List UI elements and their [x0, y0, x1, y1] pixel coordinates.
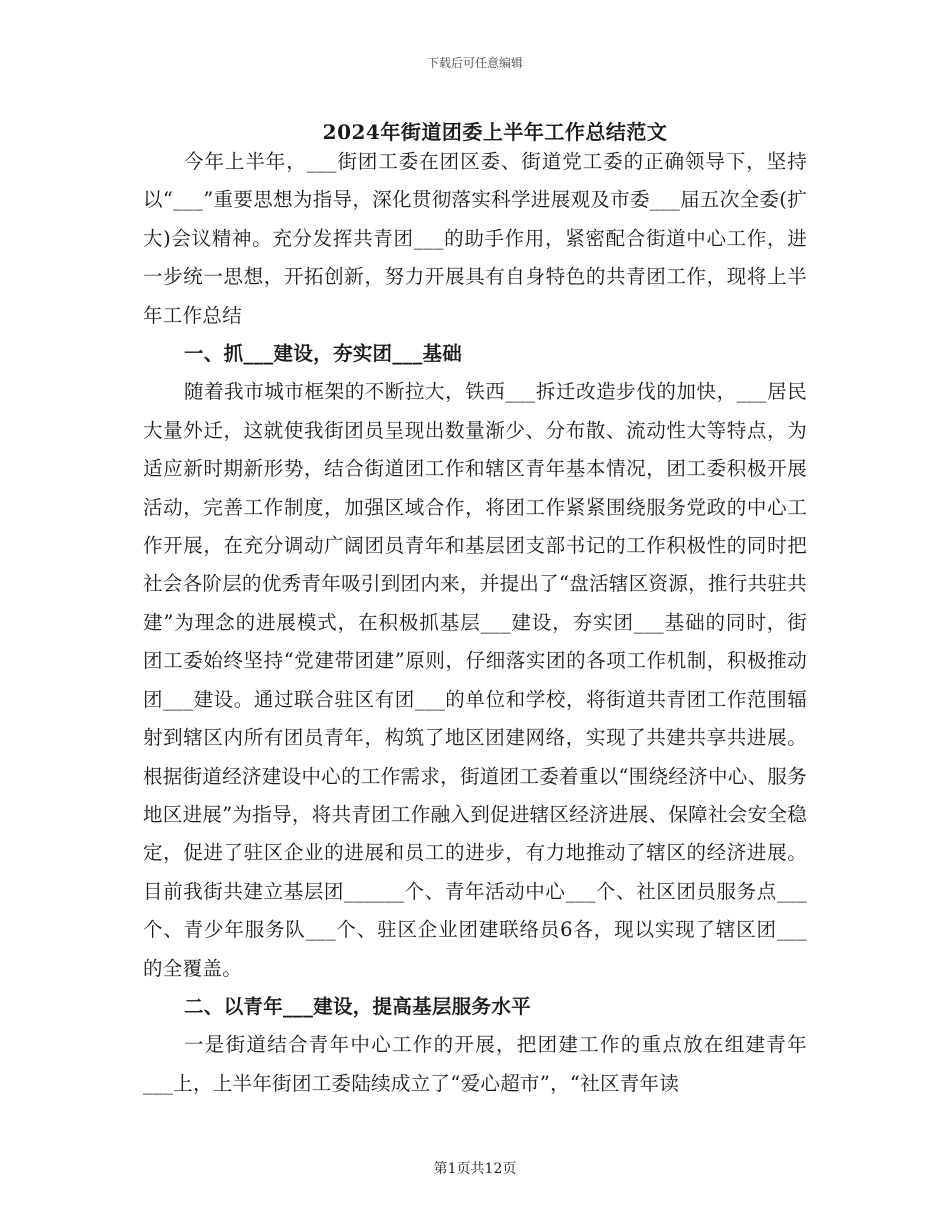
header-note: 下载后可任意编辑 [426, 56, 523, 70]
section-2-paragraph: 一是街道结合青年中心工作的开展，把团建工作的重点放在组建青年___上，上半年街团工委陆续成立了“爱心超市”，“社区青年读 [143, 1033, 807, 1095]
intro-paragraph: 今年上半年，___街团工委在团区委、街道党工委的正确领导下，坚持以“___”重要思想为指导，深化贯彻落实科学进展观及市委___届五次全委(扩大)会议精神。充分发挥共青团___的助手作用，紧密配合街道中心工作，进一步统一思想，开拓创新，努力开展具有自身特色的共青团工作，现将上半年工作总结 [143, 150, 807, 327]
section-1-paragraph: 随着我市城市框架的不断拉大，铁西___拆迁改造步伐的加快，___居民大量外迁，这就使我街团员呈现出数量渐少、分布散、流动性大等特点，为适应新时期新形势，结合街道团工作和辖区青年基本情况，团工委积极开展活动，完善工作制度，加强区域合作，将团工作紧紧围绕服务党政的中心工作开展，在充分调动广阔团员青年和基层团支部书记的工作积极性的同时把社会各阶层的优秀青年吸引到团内来，并提出了“盘活辖区资源，推行共驻共建”为理念的进展模式，在积极抓基层___建设，夯实团___基础的同时，街团工委始终坚持“党建带团建”原则，仔细落实团的各项工作机制，积极推动团___建设。通过联合驻区有团___的单位和学校，将街道共青团工作范围辐射到辖区内所有团员青年，构筑了地区团建网络，实现了共建共享共进展。根据街道经济建设中心的工作需求，街道团工委着重以“围绕经济中心、服务地区进展”为指导，将共青团工作融入到促进辖区经济进展、保障社会安全稳定，促进了驻区企业的进展和员工的进步，有力地推动了辖区的经济进展。目前我街共建立基层团______个、青年活动中心___个、社区团员服务点___个、青少年服务队___个、驻区企业团建联络员6各，现以实现了辖区团___的全覆盖。 [143, 380, 807, 980]
section-1-heading: 一、抓___建设，夯实团___基础 [184, 342, 463, 366]
document-title: 2024年街道团委上半年工作总结范文 [322, 120, 668, 144]
document-body [143, 143, 807, 1103]
page-footer: 第1页共12页 [433, 1161, 517, 1177]
section-2-heading: 二、以青年___建设，提高基层服务水平 [184, 994, 531, 1018]
